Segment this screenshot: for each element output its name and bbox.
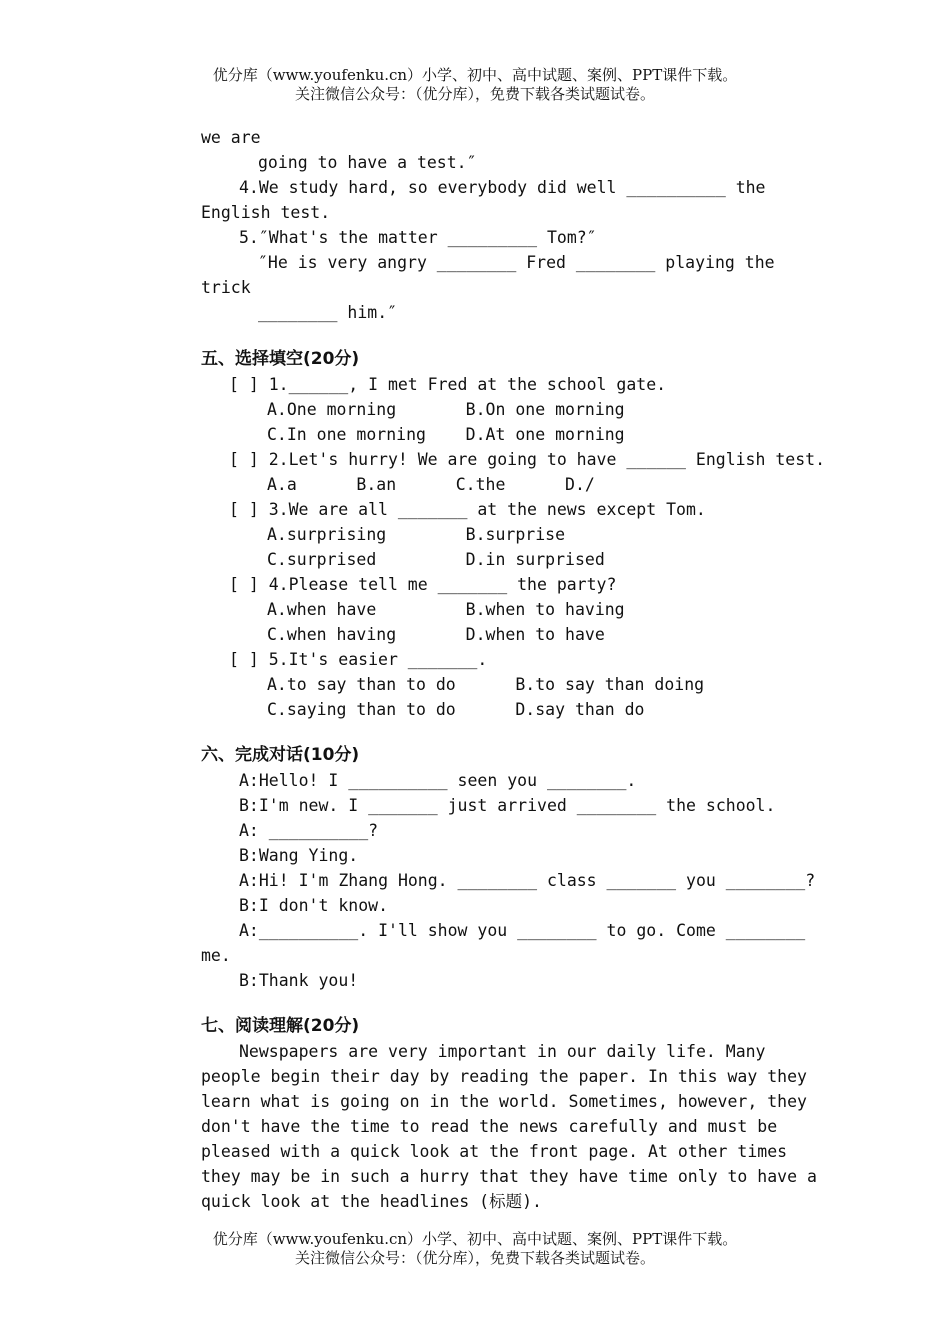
dialogue-line: A:Hi! I'm Zhang Hong. ________ class _______ you ________?: [239, 871, 816, 890]
part4-line: trick: [201, 278, 251, 297]
mc-question-5: [ ] 5.It's easier _______.: [229, 650, 488, 669]
passage-line: Newspapers are very important in our daily life. Many: [239, 1042, 766, 1061]
page-footer: [0, 1230, 950, 1268]
passage-line: learn what is going on in the world. Sometimes, however, they: [201, 1092, 807, 1111]
mc-options: C.surprised D.in surprised: [267, 550, 605, 569]
part4-line: we are: [201, 128, 261, 147]
mc-options: C.In one morning D.At one morning: [267, 425, 625, 444]
dialogue-line: B:Thank you!: [239, 971, 359, 990]
part4-line: ________ him.″: [258, 303, 398, 322]
section-title-part5: 五、选择填空(20分): [201, 349, 360, 369]
section-title-part6: 六、完成对话(10分): [201, 745, 360, 765]
page-header: [0, 66, 950, 104]
header-line-1: 优分库（www.youfenku.cn）小学、初中、高中试题、案例、PPT课件下载。: [212, 66, 738, 84]
dialogue-line: A:Hello! I __________ seen you ________.: [239, 771, 637, 790]
passage-line: pleased with a quick look at the front page. At other times: [201, 1142, 788, 1161]
mc-question-1: [ ] 1.______, I met Fred at the school gate.: [229, 375, 667, 394]
part4-question-4: 4.We study hard, so everybody did well __________ the: [239, 178, 766, 197]
dialogue-line: B:I don't know.: [239, 896, 389, 915]
mc-question-3: [ ] 3.We are all _______ at the news except Tom.: [229, 500, 706, 519]
part4-question-5: 5.″What's the matter _________ Tom?″: [239, 228, 597, 247]
section-title-part7: 七、阅读理解(20分): [201, 1016, 360, 1036]
mc-question-4: [ ] 4.Please tell me _______ the party?: [229, 575, 617, 594]
mc-options: A.when have B.when to having: [267, 600, 625, 619]
mc-question-2: [ ] 2.Let's hurry! We are going to have ______ English test.: [229, 450, 826, 469]
mc-options: C.when having D.when to have: [267, 625, 605, 644]
dialogue-line: A:__________. I'll show you ________ to go. Come ________: [239, 921, 806, 940]
mc-options: A.to say than to do B.to say than doing: [267, 675, 705, 694]
mc-options: C.saying than to do D.say than do: [267, 700, 645, 719]
mc-options: A.a B.an C.the D./: [267, 475, 595, 494]
footer-line-2: 关注微信公众号：（优分库），免费下载各类试题试卷。: [294, 1249, 655, 1267]
header-line-2: 关注微信公众号：（优分库），免费下载各类试题试卷。: [294, 85, 655, 103]
mc-options: A.One morning B.On one morning: [267, 400, 625, 419]
dialogue-line: A: __________?: [239, 821, 379, 840]
passage-line: they may be in such a hurry that they have time only to have a: [201, 1167, 817, 1186]
footer-line-1: 优分库（www.youfenku.cn）小学、初中、高中试题、案例、PPT课件下载。: [212, 1230, 738, 1248]
part4-line: ″He is very angry ________ Fred ________ playing the: [258, 253, 775, 272]
passage-line: quick look at the headlines (标题).: [201, 1192, 542, 1211]
dialogue-line: B:Wang Ying.: [239, 846, 359, 865]
part4-line: English test.: [201, 203, 331, 222]
part4-line: going to have a test.″: [258, 153, 477, 172]
mc-options: A.surprising B.surprise: [267, 525, 566, 544]
passage-line: people begin their day by reading the paper. In this way they: [201, 1067, 807, 1086]
dialogue-line: B:I'm new. I _______ just arrived ________ the school.: [239, 796, 776, 815]
dialogue-line: me.: [201, 946, 231, 965]
passage-line: don't have the time to read the news carefully and must be: [201, 1117, 778, 1136]
